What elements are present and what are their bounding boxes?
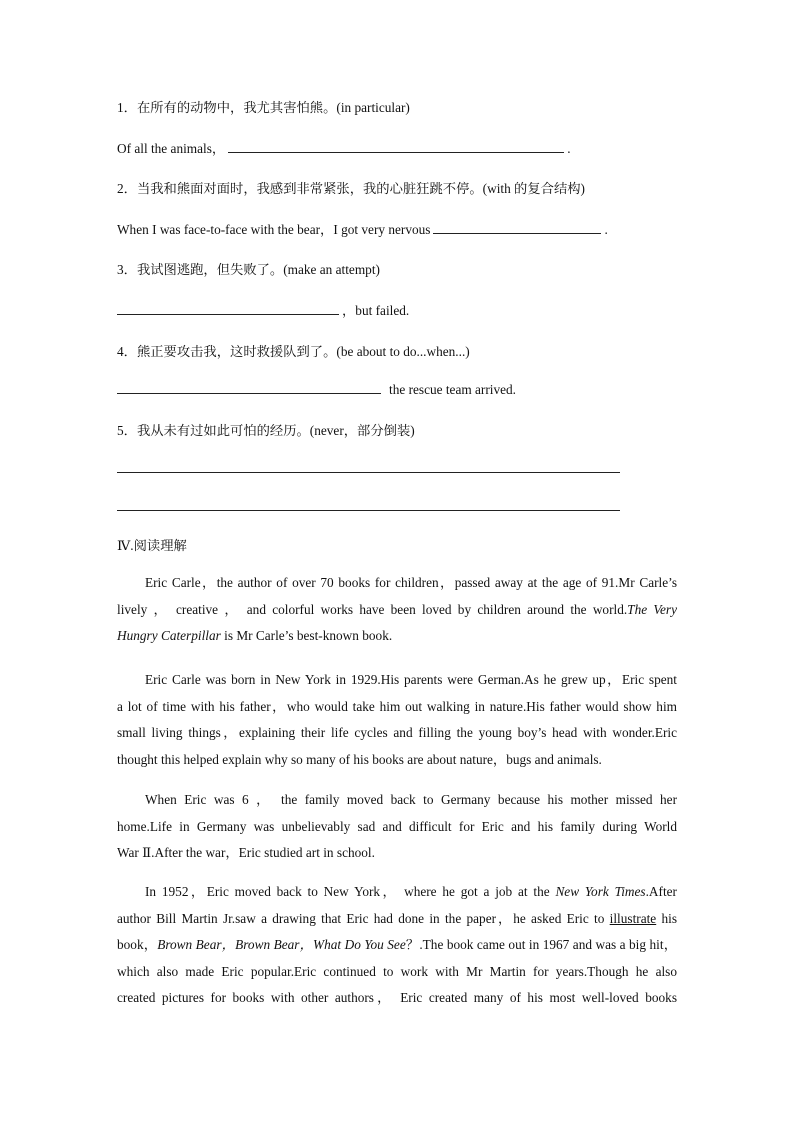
paragraph-2-line-4: thought this helped explain why so many of his books are about nature，bugs and animals. xyxy=(117,751,602,767)
question-2-stem: When I was face-to-face with the bear，I got very nervous xyxy=(117,222,431,237)
paragraph-1-line-3-text: is Mr Carle’s best-known book. xyxy=(220,628,393,643)
paragraph-4-line-2-text: author Bill Martin Jr.saw a drawing that Eric had done in the paper，he asked Eric to xyxy=(117,910,610,926)
paragraph-2-line-1: Eric Carle was born in New York in 1929.His parents were German.As he grew up，Eric spent xyxy=(145,672,677,687)
paragraph-4-line-4: which also made Eric popular.Eric continued to work with Mr Martin for years.Though he also xyxy=(117,963,677,979)
question-1-blank[interactable] xyxy=(228,140,564,153)
question-1-period: . xyxy=(567,141,571,156)
paragraph-4-line-1-end: .After xyxy=(645,884,677,899)
question-1-prompt: 1．在所有的动物中，我尤其害怕熊。(in particular) xyxy=(117,100,410,115)
question-2-prompt: 2．当我和熊面对面时，我感到非常紧张，我的心脏狂跳不停。(with 的复合结构) xyxy=(117,181,585,196)
reading-paragraph-2 xyxy=(117,667,677,773)
reading-paragraph-3 xyxy=(117,787,677,867)
reading-paragraph-4 xyxy=(117,879,677,1012)
book-title-part-1: The Very xyxy=(627,601,677,617)
question-4-blank[interactable] xyxy=(117,381,381,394)
question-4-ending: the rescue team arrived. xyxy=(389,382,516,397)
paragraph-4-line-1 xyxy=(117,879,677,906)
paragraph-2-line-2: a lot of time with his father，who would take him out walking in nature.His father would show him xyxy=(117,698,677,714)
question-3-answer-line xyxy=(117,300,409,319)
paragraph-4-line-3-text: book， xyxy=(117,937,158,952)
question-2-period: . xyxy=(604,222,608,237)
question-5-prompt: 5．我从未有过如此可怕的经历。(never，部分倒装) xyxy=(117,423,415,438)
question-4-prompt: 4．熊正要攻击我，这时救援队到了。(be about to do...when...) xyxy=(117,344,470,359)
paragraph-1-line-2-text: lively ， creative ， and colorful works have been loved by children around the world. xyxy=(117,601,628,617)
section-heading: Ⅳ.阅读理解 xyxy=(117,538,187,553)
paragraph-4-line-2-end: his xyxy=(656,910,677,926)
question-3-blank[interactable] xyxy=(117,302,339,315)
book-title-brown-bear: Brown Bear，Brown Bear，What Do You See xyxy=(157,937,406,952)
paragraph-3-line-2: home.Life in Germany was unbelievably sad and difficult for Eric and his family during World xyxy=(117,818,677,834)
question-3-prompt: 3．我试图逃跑，但失败了。(make an attempt) xyxy=(117,262,380,277)
question-1-stem: Of all the animals， xyxy=(117,141,226,156)
paragraph-4-line-2 xyxy=(117,906,677,933)
newspaper-title: New York Times xyxy=(555,884,646,899)
paragraph-1-line-3 xyxy=(117,623,677,650)
paragraph-2-line-3: small living things，explaining their life cycles and filling the young boy’s head with wonder.Eric xyxy=(117,725,677,740)
paragraph-4-line-5: created pictures for books with other authors， Eric created many of his most well-loved books xyxy=(117,990,677,1005)
paragraph-1-line-2 xyxy=(117,597,677,624)
question-2-blank[interactable] xyxy=(433,221,601,234)
paragraph-3-line-1: When Eric was 6 ， the family moved back to Germany because his mother missed her xyxy=(145,792,677,807)
paragraph-4-line-1-text: In 1952，Eric moved back to New York， where he got a job at the xyxy=(145,884,556,899)
question-2-answer-line xyxy=(117,219,608,238)
underlined-word-illustrate: illustrate xyxy=(609,910,657,926)
question-3-ending: ，but failed. xyxy=(342,303,410,318)
paragraph-4-line-3 xyxy=(117,932,677,959)
question-1-answer-line xyxy=(117,138,571,157)
question-4-answer-line xyxy=(117,381,516,398)
reading-paragraph-1 xyxy=(117,570,677,650)
question-5-answer-line-2[interactable] xyxy=(117,510,620,511)
question-5-answer-line-1[interactable] xyxy=(117,472,620,473)
paragraph-4-line-3-end: ？.The book came out in 1967 and was a big hit， xyxy=(405,937,678,952)
paragraph-3-line-3: War Ⅱ.After the war，Eric studied art in school. xyxy=(117,845,375,860)
book-title-part-2: Hungry Caterpillar xyxy=(117,628,221,643)
paragraph-1-line-1: Eric Carle，the author of over 70 books for children，passed away at the age of 91.Mr Carle’s xyxy=(145,575,677,590)
